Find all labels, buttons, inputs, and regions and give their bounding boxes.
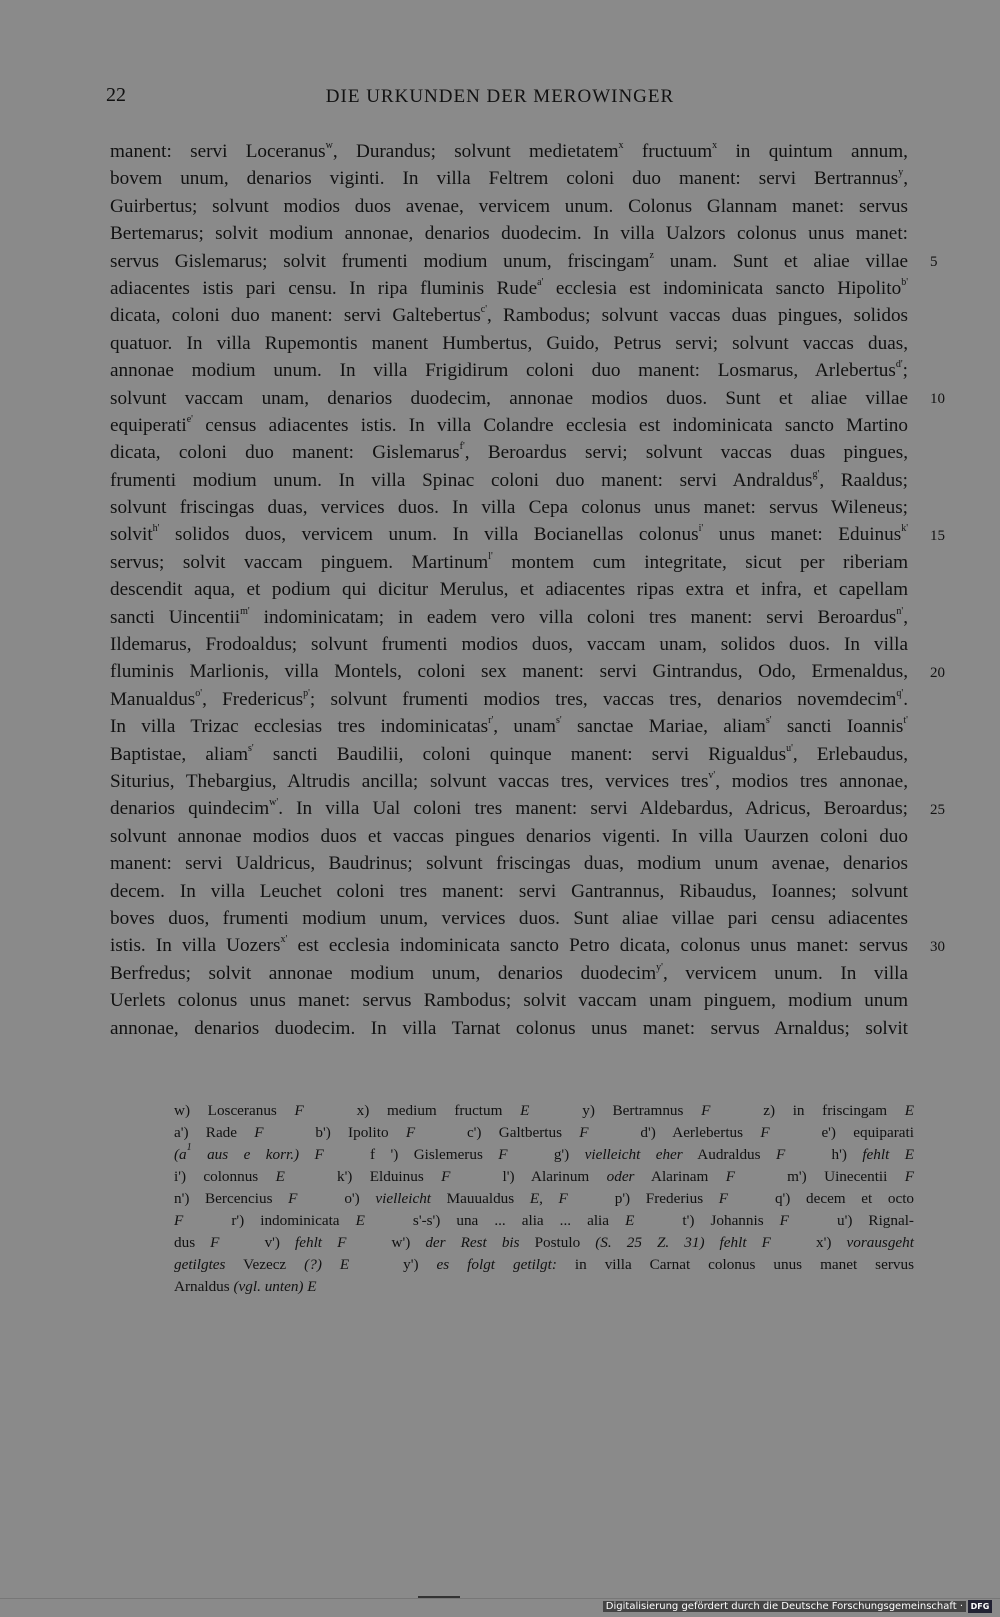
footnote-line: getilgtes Vezecz (?) E y') es folgt getilgt: in villa Carnat colonus unus manet servus [174,1256,914,1273]
footnote-marker: v' [708,769,716,781]
body-text-run: unus manet: Eduinus [703,524,902,546]
body-line [110,768,908,795]
body-line [110,823,908,850]
footnote-line: dus F v') fehlt F w') der Rest bis Postulo (S. 25 Z. 31) fehlt F x') vorausgeht [174,1234,914,1251]
footnote-marker: m' [240,605,250,617]
footnote-marker: t' [903,715,908,727]
body-text [110,138,908,1042]
body-text-run: In villa Trizac ecclesias tres indominicatas [110,716,489,738]
footnote-marker: x [712,140,718,151]
body-line [110,795,908,822]
body-text-run: istis. In villa Uozers [110,935,281,957]
footnote-marker: p' [303,687,310,699]
line-number: 25 [930,801,945,818]
bottom-dash [418,1596,460,1598]
footnote-marker: y' [656,961,663,973]
body-text-run: solvit [110,524,153,546]
body-line [110,193,908,220]
body-text-run: unam. Sunt et aliae villae [653,250,908,272]
footnote-marker: b' [901,276,908,288]
body-line [110,932,908,959]
body-text-run: fluminis Marlionis, villa Montels, coloni sex manent: servi Gintrandus, Odo, Ermenaldus, [110,661,908,683]
body-text-run: descendit aqua, et podium qui dicitur Merulus, et adiacentes ripas extra et infra, et capellam [110,579,908,601]
body-text-run: in quintum annum, [717,141,908,162]
footnote-marker: w [325,140,333,151]
body-text-run: dicata, coloni duo manent: Gislemarus [110,442,460,464]
body-text-run: . [903,688,908,710]
body-text-run: decem. In villa Leuchet coloni tres manent: servi Gantrannus, Ribaudus, Ioannes; solvunt [110,880,908,902]
body-line [110,138,908,165]
footnote-marker: h' [152,523,160,535]
footnote-line: ($a^1$ aus e korr.) F f ') Gislemerus F g') vielleicht eher Audraldus F h') fehlt E [174,1142,914,1163]
body-line [110,878,908,905]
footnote-line: Arnaldus (vgl. unten) E [174,1278,317,1295]
body-line [110,658,908,685]
body-line [110,357,908,384]
body-text-run: solvunt friscingas duas, vervices duos. In villa Cepa colonus unus manet: servus Wileneus; [110,497,908,519]
running-title: DIE URKUNDEN DER MEROWINGER [325,86,675,107]
body-text-run: Guirbertus; solvunt modios duos avenae, vervicem unum. Colonus Glannam manet: servus [110,195,908,217]
body-text-run: , Raaldus; [819,469,908,491]
footnote-line: F r') indominicata E s'-s') una ... alia ... alia E t') Johannis F u') Rignal- [174,1212,914,1229]
footnote-marker: g' [812,468,820,480]
line-number: 15 [930,527,945,544]
body-text-run: Ildemarus, Frodoaldus; solvunt frumenti modios duos, vaccam unam, solidos duos. In villa [110,634,908,656]
body-text-run: , [903,606,908,628]
body-line [110,850,908,877]
body-line [110,631,908,658]
body-text-run: annonae modium unum. In villa Frigidirum coloni duo manent: Losmarus, Arlebertus [110,360,896,382]
footnote-line: a') Rade F b') Ipolito F c') Galtbertus F d') Aerlebertus F e') equiparati [174,1124,914,1141]
body-text-run: Manualdus [110,688,196,710]
body-text-run: solvunt annonae modios duos et vaccas pingues denarios vigenti. In villa Uaurzen coloni duo [110,825,908,847]
body-text-run: , vervicem unum. In villa [662,962,908,984]
body-line [110,521,908,548]
footnote-marker: d' [895,359,903,371]
body-text-run: sancti Ioannis [771,716,904,738]
body-text-run: , unam [493,716,556,738]
footnote-marker: c' [480,304,488,316]
line-number: 10 [930,390,945,407]
body-text-run: ecclesia est indominicata sancto Hipolito [543,277,902,299]
body-text-run: frumenti modium unum. In villa Spinac coloni duo manent: servi Andraldus [110,469,813,491]
footnote-line: w) Losceranus F x) medium fructum E y) Bertramnus F z) in friscingam E [174,1102,915,1119]
body-line [110,165,908,192]
body-line [110,686,908,713]
footnote-marker: f' [459,441,465,453]
body-line [110,741,908,768]
footnote-marker: q' [896,687,904,699]
body-text-run: sanctae Mariae, aliam [561,716,766,738]
body-line [110,576,908,603]
body-text-run: servus; solvit vaccam pinguem. Martinum [110,551,489,573]
footnotes [174,1100,914,1298]
footnote-marker: y [898,167,904,179]
body-text-run: servus Gislemarus; solvit frumenti modium unum, friscingam [110,250,650,272]
body-text-run: bovem unum, denarios viginti. In villa Feltrem coloni duo manent: servi Bertrannus [110,168,899,190]
page-number: 22 [106,84,126,106]
body-text-run: , modios tres annonae, [715,770,908,792]
body-text-run: dicata, coloni duo manent: servi Galtebertus [110,305,481,327]
body-text-run: equiperati [110,414,187,436]
footnote-marker: e' [186,413,193,425]
body-text-run: indominicatam; in eadem vero villa coloni tres manent: servi Beroardus [249,606,897,628]
body-line [110,330,908,357]
footnote-marker: u' [786,742,793,754]
body-line [110,248,908,275]
footnote-marker: a' [537,276,544,288]
body-text-run: fructuum [623,141,713,162]
footnote-marker: s' [248,742,254,754]
footnote-marker: n' [896,605,904,617]
footnote-marker: w' [269,797,279,809]
body-text-run: ; solvunt frumenti modios tres, vaccas tres, denarios novemdecim [309,688,897,710]
body-text-run: sancti Uincentii [110,606,241,628]
body-text-run: , [903,168,908,190]
footnote-line: i') colonnus E k') Elduinus F l') Alarinum oder Alarinam F m') Uinecentii F [174,1168,915,1185]
body-text-run: sancti Baudilii, coloni quinque manent: servi Rigualdus [253,743,787,765]
footnote-marker: r' [488,715,494,727]
line-number: 20 [930,664,945,681]
body-text-run: Uerlets colonus unus manet: servus Rambodus; solvit vaccam unam pinguem, modium unum [110,990,908,1012]
body-text-run: , Beroardus servi; solvunt vaccas duas pingues, [464,442,908,464]
body-text-run: manent: servi Ualdricus, Baudrinus; solvunt friscingas duas, modium unum avenae, denarios [110,853,908,875]
body-text-run: Bertemarus; solvit modium annonae, denarios duodecim. In villa Ualzors colonus unus manet: [110,223,908,245]
body-line [110,439,908,466]
body-text-run: . In villa Ual coloni tres manent: servi Aldebardus, Adricus, Beroardus; [278,798,908,820]
body-line [110,960,908,987]
body-line [110,713,908,740]
body-text-run: Baptistae, aliam [110,743,249,765]
body-text-run: annonae, denarios duodecim. In villa Tarnat colonus unus manet: servus Arnaldus; solvit [110,1017,908,1039]
body-line [110,275,908,302]
body-line [110,604,908,631]
footnote-marker: o' [195,687,203,699]
body-text-run: Siturius, Thebargius, Altrudis ancilla; solvunt vaccas tres, vervices tres [110,770,709,792]
body-text-run: boves duos, frumenti modium unum, vervices duos. Sunt aliae villae pari censu adiacentes [110,907,908,929]
body-text-run: , Fredericus [202,688,304,710]
bottom-rule [0,1598,1000,1599]
digitization-credit: Digitalisierung gefördert durch die Deutsche Forschungsgemeinschaft · [603,1601,966,1612]
body-line [110,905,908,932]
body-text-run: est ecclesia indominicata sancto Petro dicata, colonus unus manet: servus [287,935,909,957]
body-text-run: , Erlebaudus, [792,743,908,765]
body-line [110,385,908,412]
body-text-run: denarios quindecim [110,798,270,820]
body-text-run: adiacentes istis pari censu. In ripa fluminis Rude [110,277,538,299]
footnote-marker: l' [488,550,493,562]
body-line [110,302,908,329]
footnote-marker: s' [555,715,562,727]
body-text-run: ; [902,360,908,382]
footnote-marker: x [618,140,624,151]
body-line [110,220,908,247]
body-line [110,494,908,521]
footnote-marker: z [649,249,654,261]
body-line [110,549,908,576]
body-text-run: montem cum integritate, sicut per riberiam [492,551,908,573]
body-line [110,987,908,1014]
body-line [110,467,908,494]
line-number: 30 [930,938,945,955]
footnote-line: n') Bercencius F o') vielleicht Mauualdus E, F p') Frederius F q') decem et octo [174,1190,915,1207]
body-text-run: , Rambodus; solvunt vaccas duas pingues, solidos [487,305,909,327]
footnote-marker: i' [698,523,704,535]
footnote-marker: k' [901,523,909,535]
body-line [110,412,908,439]
body-text-run: , Durandus; solvunt medietatem [332,141,619,162]
body-line [110,1015,908,1042]
footnote-marker: s' [765,715,772,727]
footnote-marker: x' [280,934,288,946]
body-text-run: solidos duos, vervicem unum. In villa Bocianellas colonus [159,524,699,546]
body-text-run: manent: servi Loceranus [110,141,326,162]
body-text-run: quatuor. In villa Rupemontis manent Humbertus, Guido, Petrus servi; solvunt vaccas duas, [110,332,908,354]
body-text-run: Berfredus; solvit annonae modium unum, denarios duodecim [110,962,657,984]
body-text-run: census adiacentes istis. In villa Colandre ecclesia est indominicata sancto Martino [192,414,908,436]
body-text-run: solvunt vaccam unam, denarios duodecim, annonae modios duos. Sunt et aliae villae [110,387,908,409]
line-number: 5 [930,253,938,270]
dfg-logo: DFG [968,1600,992,1613]
